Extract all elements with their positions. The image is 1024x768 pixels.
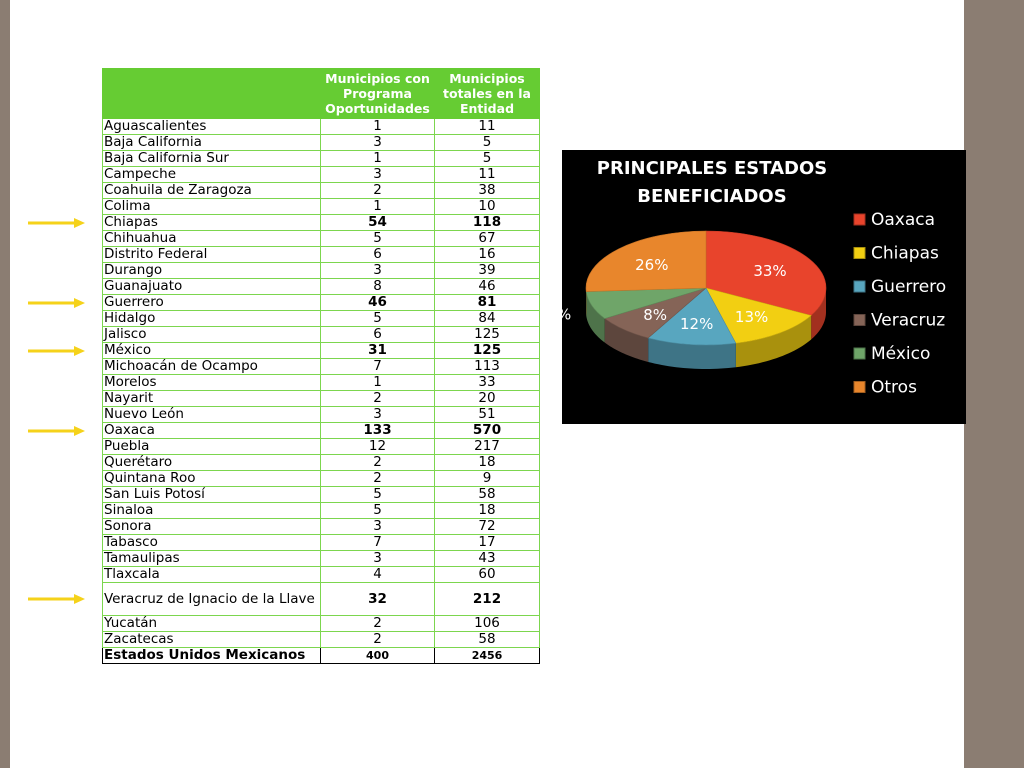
legend-swatch	[854, 382, 865, 393]
municipios-programa: 6	[321, 247, 435, 263]
legend-label-veracruz: Veracruz	[871, 310, 946, 331]
municipios-programa: 2	[321, 471, 435, 487]
municipios-table	[102, 68, 540, 664]
municipios-programa: 5	[321, 311, 435, 327]
municipios-totales: 217	[435, 439, 540, 455]
municipios-totales: 51	[435, 407, 540, 423]
municipios-programa: 3	[321, 407, 435, 423]
total-totales: 2456	[435, 648, 540, 664]
state-name: Jalisco	[103, 327, 321, 343]
arrow-right-icon	[28, 217, 86, 229]
pie-label-oaxaca: 33%	[753, 262, 787, 280]
municipios-programa: 4	[321, 567, 435, 583]
table-row	[103, 616, 540, 632]
arrow-right-icon	[28, 345, 86, 357]
table-row	[103, 471, 540, 487]
table-body	[103, 119, 540, 664]
state-name: Yucatán	[103, 616, 321, 632]
table-row	[103, 551, 540, 567]
state-name: Zacatecas	[103, 632, 321, 648]
municipios-totales: 38	[435, 183, 540, 199]
state-name: México	[103, 343, 321, 359]
table-row	[103, 359, 540, 375]
state-name: Distrito Federal	[103, 247, 321, 263]
state-name: Chiapas	[103, 215, 321, 231]
municipios-programa: 32	[321, 583, 435, 616]
municipios-totales: 11	[435, 167, 540, 183]
table-row	[103, 311, 540, 327]
table-header-row	[103, 69, 540, 119]
municipios-totales: 9	[435, 471, 540, 487]
municipios-programa: 2	[321, 391, 435, 407]
state-name: Chihuahua	[103, 231, 321, 247]
state-name: San Luis Potosí	[103, 487, 321, 503]
table-row	[103, 183, 540, 199]
state-name: Querétaro	[103, 455, 321, 471]
state-name: Hidalgo	[103, 311, 321, 327]
municipios-totales: 58	[435, 487, 540, 503]
state-name: Tabasco	[103, 535, 321, 551]
legend-swatch	[854, 214, 865, 225]
state-name: Puebla	[103, 439, 321, 455]
municipios-totales: 125	[435, 343, 540, 359]
legend-label-oaxaca: Oaxaca	[871, 210, 936, 230]
table-row	[103, 295, 540, 311]
table-row	[103, 632, 540, 648]
state-name: Baja California Sur	[103, 151, 321, 167]
table-row	[103, 167, 540, 183]
municipios-programa: 46	[321, 295, 435, 311]
slide	[10, 0, 964, 768]
municipios-totales: 60	[435, 567, 540, 583]
table-row	[103, 343, 540, 359]
municipios-programa: 3	[321, 167, 435, 183]
table-row	[103, 407, 540, 423]
pie-chart	[547, 150, 966, 424]
legend-label-chiapas: Chiapas	[871, 243, 939, 264]
table-row	[103, 247, 540, 263]
municipios-programa: 5	[321, 487, 435, 503]
pie-label-guerrero: 12%	[680, 315, 714, 334]
municipios-programa: 31	[321, 343, 435, 359]
table-row	[103, 423, 540, 439]
table-row	[103, 535, 540, 551]
municipios-programa: 1	[321, 119, 435, 135]
municipios-programa: 12	[321, 439, 435, 455]
table-row	[103, 391, 540, 407]
arrow-right-icon	[28, 297, 86, 309]
header-blank	[103, 69, 321, 119]
municipios-programa: 8	[321, 279, 435, 295]
state-name: Sinaloa	[103, 503, 321, 519]
state-name: Nayarit	[103, 391, 321, 407]
chart-title-line: BENEFICIADOS	[637, 186, 787, 207]
municipios-totales: 106	[435, 616, 540, 632]
legend-label-otros: Otros	[871, 377, 917, 398]
table-row	[103, 135, 540, 151]
table-row	[103, 231, 540, 247]
legend-swatch	[854, 281, 865, 292]
table-row	[103, 503, 540, 519]
municipios-programa: 133	[321, 423, 435, 439]
municipios-totales: 84	[435, 311, 540, 327]
municipios-programa: 5	[321, 231, 435, 247]
municipios-totales: 43	[435, 551, 540, 567]
municipios-totales: 212	[435, 583, 540, 616]
municipios-programa: 5	[321, 503, 435, 519]
state-name: Colima	[103, 199, 321, 215]
pie-label-chiapas: 13%	[734, 307, 769, 326]
table-row	[103, 199, 540, 215]
legend-swatch	[854, 248, 865, 259]
state-name: Tlaxcala	[103, 567, 321, 583]
pie-chart-svg	[547, 150, 966, 424]
municipios-totales: 46	[435, 279, 540, 295]
state-name: Quintana Roo	[103, 471, 321, 487]
header-municipios-totales: Municipios totales en la Entidad	[435, 69, 540, 119]
municipios-programa: 6	[321, 327, 435, 343]
state-name: Sonora	[103, 519, 321, 535]
municipios-totales: 72	[435, 519, 540, 535]
arrow-right-icon	[28, 425, 86, 437]
municipios-totales: 18	[435, 455, 540, 471]
municipios-totales: 18	[435, 503, 540, 519]
municipios-totales: 17	[435, 535, 540, 551]
municipios-totales: 113	[435, 359, 540, 375]
pie-label-otros: 26%	[635, 255, 669, 274]
municipios-programa: 7	[321, 535, 435, 551]
state-name: Guerrero	[103, 295, 321, 311]
table-row	[103, 567, 540, 583]
municipios-totales: 570	[435, 423, 540, 439]
table-row	[103, 263, 540, 279]
table-row	[103, 327, 540, 343]
municipios-totales: 20	[435, 391, 540, 407]
state-name: Veracruz de Ignacio de la Llave	[103, 583, 321, 616]
table-row	[103, 215, 540, 231]
state-name: Tamaulipas	[103, 551, 321, 567]
legend-label-guerrero: Guerrero	[871, 277, 947, 297]
municipios-programa: 3	[321, 135, 435, 151]
municipios-programa: 2	[321, 616, 435, 632]
municipios-totales: 33	[435, 375, 540, 391]
municipios-programa: 7	[321, 359, 435, 375]
table-row	[103, 583, 540, 616]
table-row	[103, 375, 540, 391]
state-name: Campeche	[103, 167, 321, 183]
table-row	[103, 151, 540, 167]
municipios-totales: 16	[435, 247, 540, 263]
legend-swatch	[854, 348, 865, 359]
state-name: Coahuila de Zaragoza	[103, 183, 321, 199]
state-name: Oaxaca	[103, 423, 321, 439]
municipios-programa: 3	[321, 263, 435, 279]
municipios-totales: 5	[435, 151, 540, 167]
municipios-programa: 1	[321, 199, 435, 215]
table-row	[103, 519, 540, 535]
municipios-programa: 1	[321, 151, 435, 167]
municipios-programa: 2	[321, 632, 435, 648]
municipios-totales: 11	[435, 119, 540, 135]
state-name: Baja California	[103, 135, 321, 151]
table-row	[103, 487, 540, 503]
municipios-programa: 3	[321, 519, 435, 535]
table-row	[103, 439, 540, 455]
municipios-programa: 2	[321, 183, 435, 199]
municipios-totales: 5	[435, 135, 540, 151]
pie-label-veracruz: 8%	[643, 305, 667, 324]
total-programa: 400	[321, 648, 435, 664]
arrow-right-icon	[28, 593, 86, 605]
state-name: Michoacán de Ocampo	[103, 359, 321, 375]
state-name: Durango	[103, 263, 321, 279]
municipios-totales: 67	[435, 231, 540, 247]
header-municipios-programa: Municipios con Programa Oportunidades	[321, 69, 435, 119]
pie-label-méxico: 8%	[547, 305, 572, 324]
municipios-programa: 3	[321, 551, 435, 567]
legend-label-méxico: México	[871, 344, 931, 364]
municipios-programa: 54	[321, 215, 435, 231]
table-row	[103, 119, 540, 135]
municipios-totales: 118	[435, 215, 540, 231]
municipios-totales: 58	[435, 632, 540, 648]
municipios-programa: 2	[321, 455, 435, 471]
table-row	[103, 279, 540, 295]
state-name: Aguascalientes	[103, 119, 321, 135]
total-name: Estados Unidos Mexicanos	[103, 648, 321, 664]
table-total-row	[103, 648, 540, 664]
state-name: Guanajuato	[103, 279, 321, 295]
municipios-totales: 39	[435, 263, 540, 279]
table-row	[103, 455, 540, 471]
chart-title-line: PRINCIPALES ESTADOS	[596, 158, 828, 179]
legend-swatch	[854, 315, 865, 326]
municipios-totales: 125	[435, 327, 540, 343]
state-name: Nuevo León	[103, 407, 321, 423]
municipios-programa: 1	[321, 375, 435, 391]
municipios-totales: 10	[435, 199, 540, 215]
municipios-totales: 81	[435, 295, 540, 311]
state-name: Morelos	[103, 375, 321, 391]
